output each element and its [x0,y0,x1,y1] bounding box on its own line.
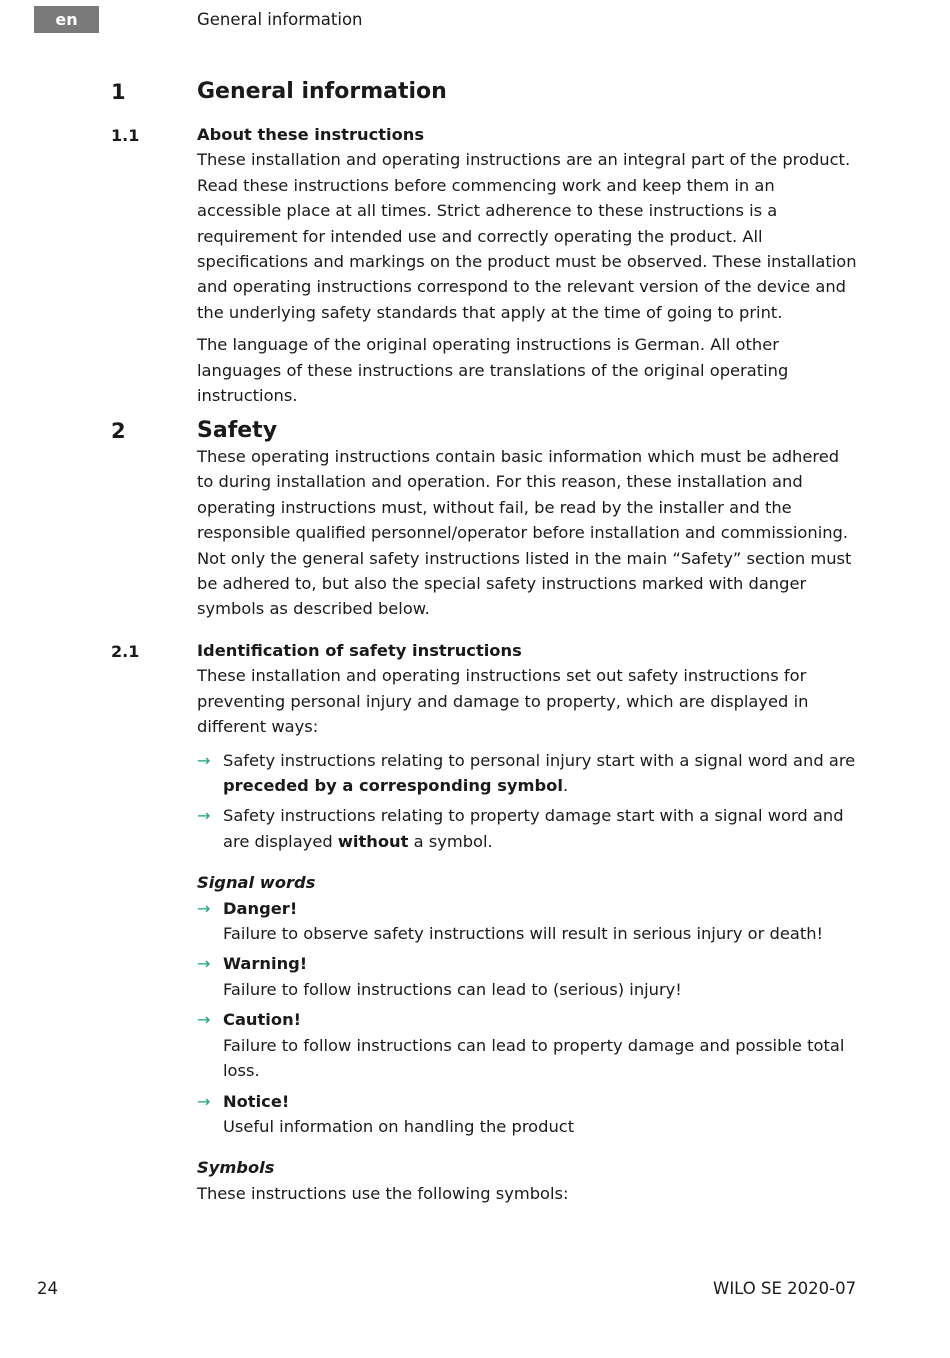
signal-word: Notice! [223,1091,290,1111]
list-item [197,896,857,947]
signal-words-list [197,896,857,1140]
arrow-right-icon: → [197,954,211,974]
signal-description: Failure to follow instructions can lead to property damage and possible total loss. [223,1035,845,1081]
signal-description: Useful information on handling the product [223,1116,575,1136]
bullet-list [197,748,857,855]
arrow-right-icon: → [197,898,211,918]
text: . [562,776,569,796]
signal-word: Caution! [223,1010,302,1030]
section-2-title: Safety [197,418,278,443]
paragraph: These instructions use the following symbols: [197,1183,569,1203]
signal-word: Danger! [223,898,298,918]
emphasis: preceded by a corresponding symbol [223,776,563,796]
section-2-1-title: Identification of safety instructions [197,641,522,660]
section-1-title: General information [197,79,447,104]
running-header: General information [197,10,363,29]
section-2-1-body [197,638,857,1206]
section-1-1-number: 1.1 [111,126,140,145]
list-item [197,1089,857,1140]
section-1-number: 1 [111,80,126,104]
arrow-right-icon: → [197,1091,211,1111]
signal-description: Failure to follow instructions can lead to (serious) injury! [223,979,682,999]
paragraph: The language of the original operating instructions is German. All other languages of these instructions are translations of the original operating instructions. [197,335,789,406]
section-2-number: 2 [111,419,126,443]
signal-description: Failure to observe safety instructions will result in serious injury or death! [223,924,824,944]
text: Safety instructions relating to property damage start with a signal word and are displayed [223,806,844,851]
text: a symbol. [408,831,493,851]
paragraph: These installation and operating instructions are an integral part of the product. Read these instructions before commencing work and keep them in an accessible place at all times. Strict adherence to these instructions is a requirement for intended use and correctly operating the product. All specifications and markings on the product must be observed. These installation and operating instructions correspond to the relevant version of the device and the underlying safety standards that apply at the time of going to print. [197,150,857,322]
list-item [197,748,857,799]
paragraph: Not only the general safety instructions listed in the main “Safety” section must be adhered to, but also the special safety instructions marked with danger symbols as described below. [197,548,852,619]
page-number: 24 [37,1279,58,1298]
arrow-right-icon: → [197,1010,211,1030]
language-tab: en [34,6,99,33]
arrow-right-icon: → [197,806,211,826]
arrow-right-icon: → [197,750,211,770]
document-reference: WILO SE 2020-07 [713,1279,857,1298]
section-2-1-number: 2.1 [111,642,140,661]
signal-word: Warning! [223,954,308,974]
section-1-1-body [197,122,857,408]
list-item [197,951,857,1002]
signal-words-heading: Signal words [197,873,316,893]
symbols-heading: Symbols [197,1158,275,1178]
list-item [197,1007,857,1083]
emphasis: without [337,831,409,851]
list-item [197,803,857,854]
section-2-body [197,444,857,622]
text: Safety instructions relating to personal injury start with a signal word and are [223,750,856,770]
section-1-1-title: About these instructions [197,125,425,144]
paragraph: These installation and operating instructions set out safety instructions for preventing personal injury and damage to property, which are displayed in different ways: [197,666,809,737]
paragraph: These operating instructions contain basic information which must be adhered to during installation and operation. For this reason, these installation and operating instructions must, without fail, be read by the installer and the responsible qualified personnel/operator before installation and commissioning. [197,447,849,543]
